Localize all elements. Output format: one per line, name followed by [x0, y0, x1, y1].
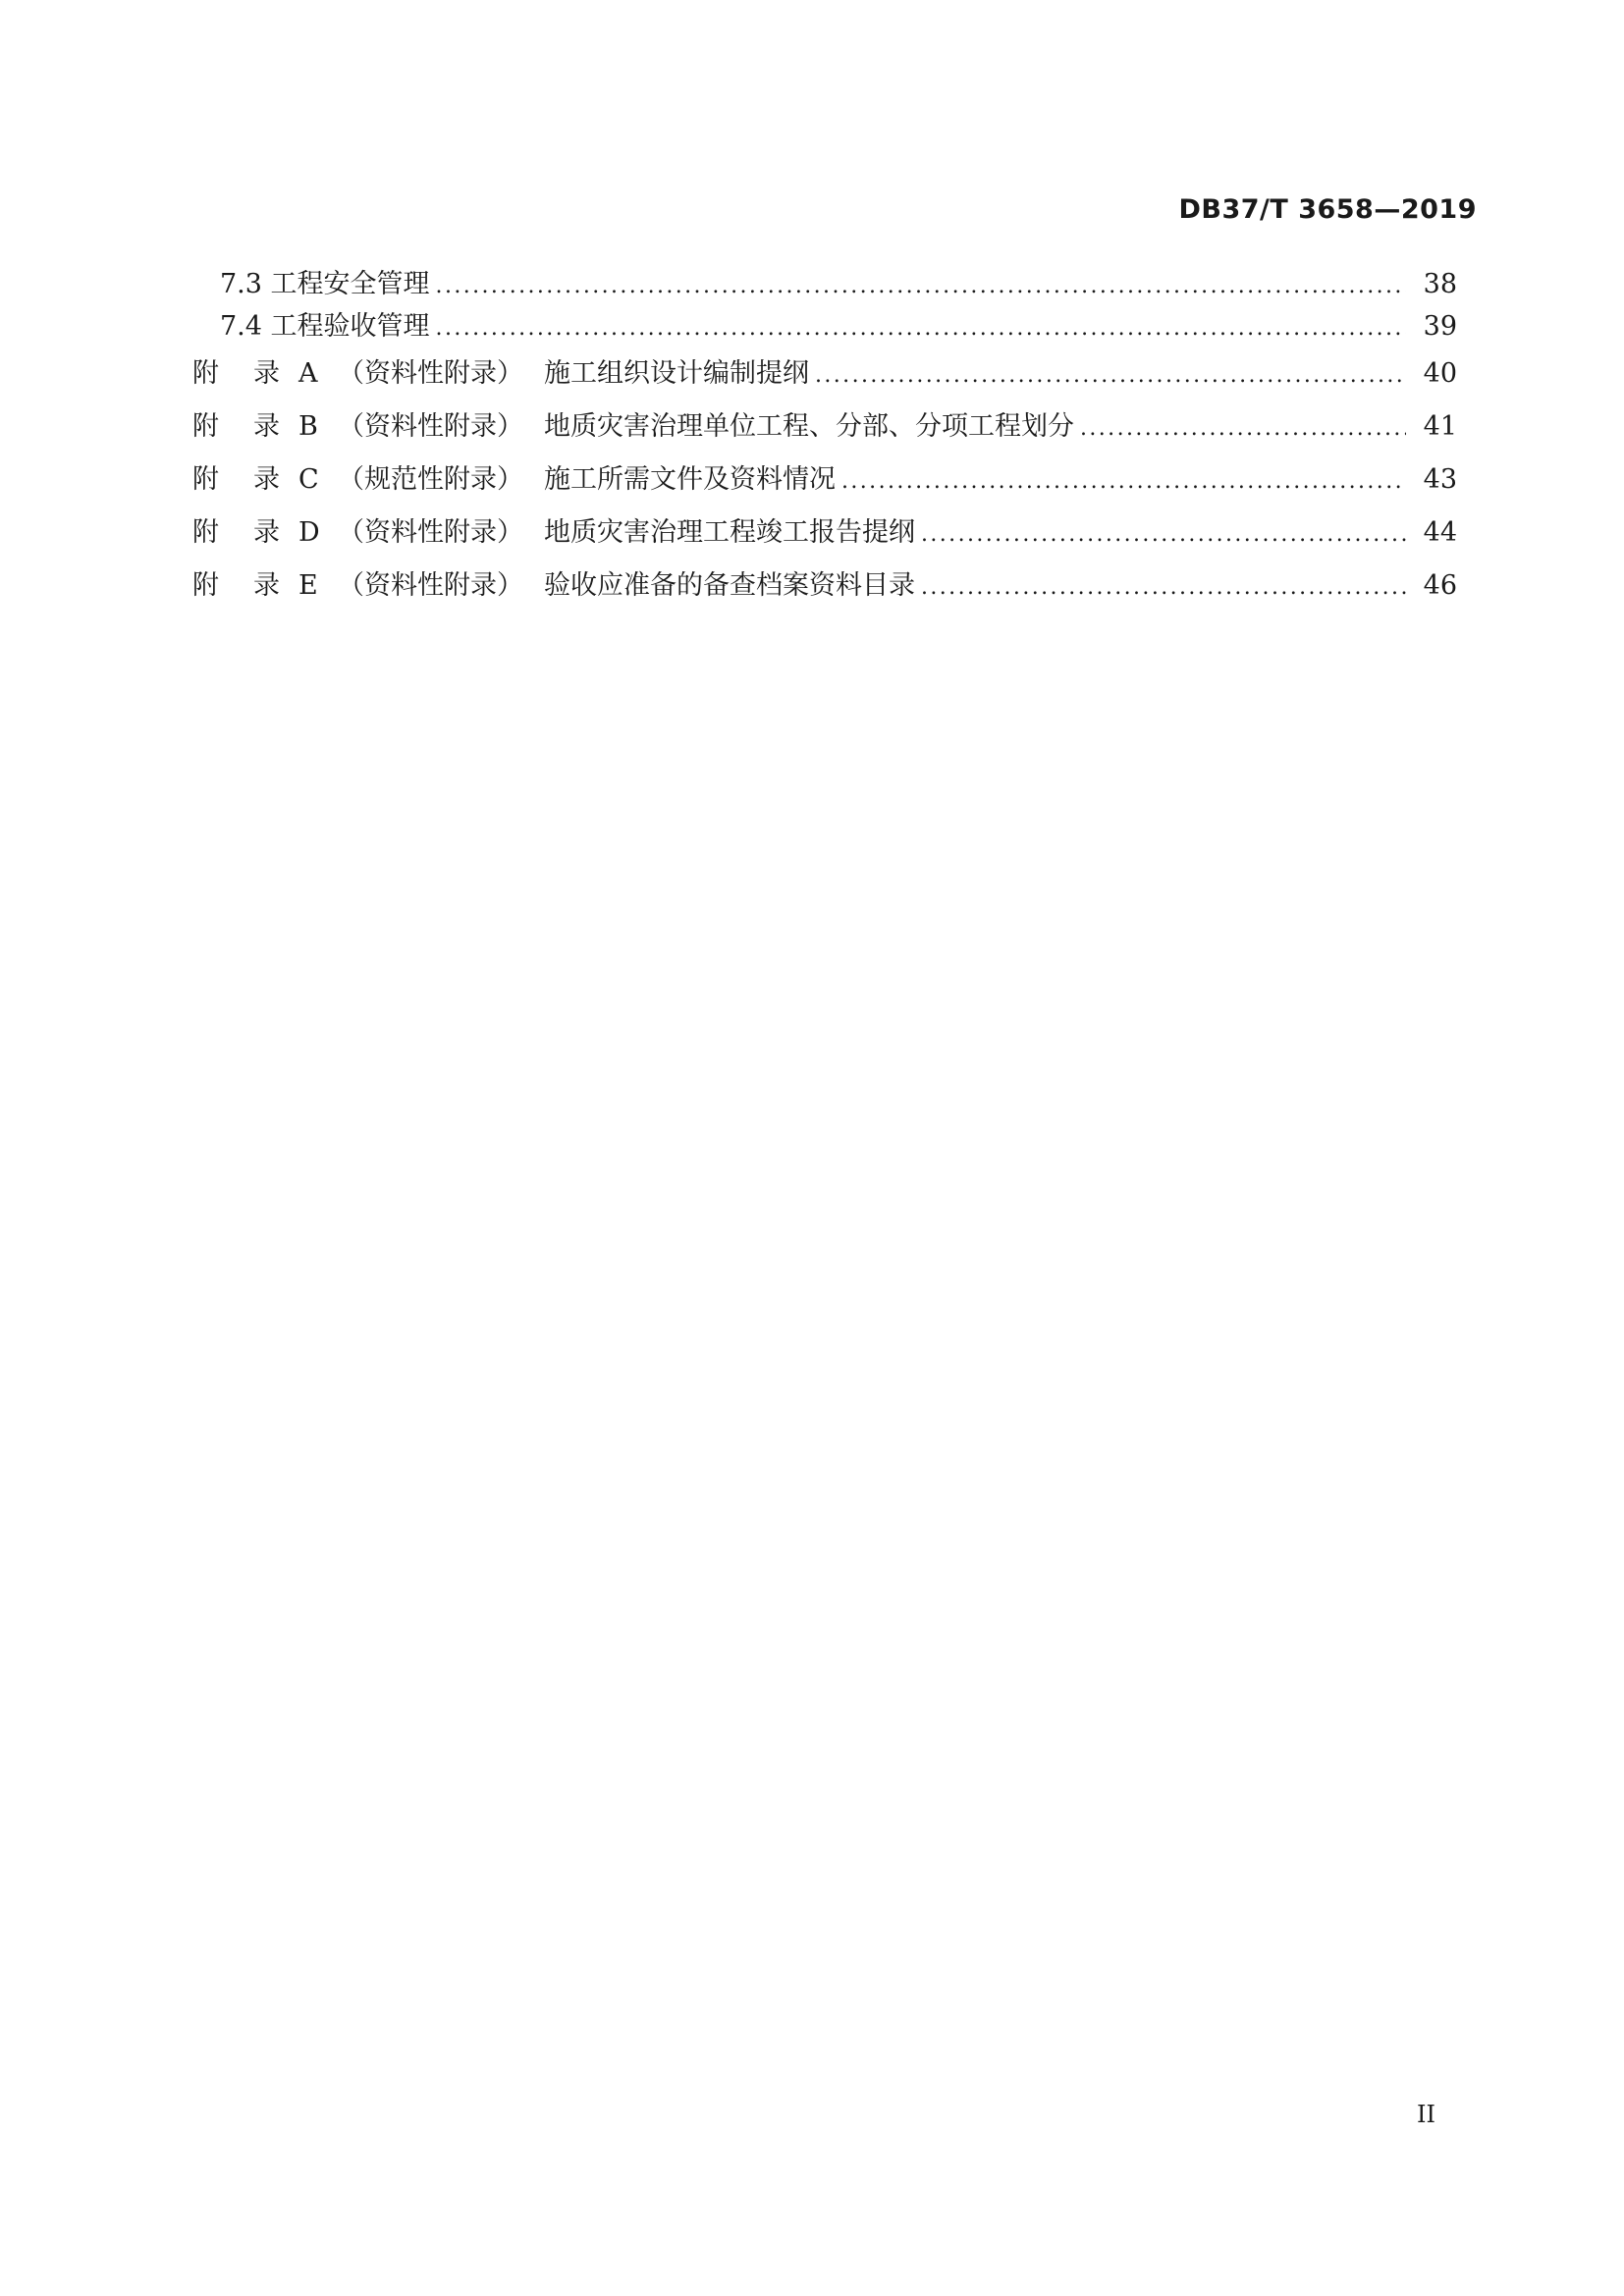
page-number: 38: [1423, 269, 1457, 299]
dot-leader: [436, 265, 1406, 307]
page-number: 46: [1423, 570, 1457, 601]
appendix-type: （资料性附录）: [338, 517, 523, 548]
appendix-word-lu: 录: [253, 570, 280, 601]
section-title: 工程安全管理: [270, 269, 430, 299]
dot-leader: [921, 561, 1406, 614]
page-number: 39: [1423, 311, 1457, 342]
appendix-letter: D: [298, 517, 320, 548]
appendix-title: 施工所需文件及资料情况: [544, 464, 836, 495]
toc-entry-appendix-b[interactable]: [192, 400, 1457, 454]
toc-entry-label: [192, 305, 436, 347]
page-number: 43: [1423, 464, 1457, 495]
toc-entry-label: [192, 560, 921, 613]
toc-entry-label: [192, 263, 436, 305]
dot-leader: [841, 455, 1406, 508]
dot-leader: [815, 349, 1406, 402]
toc-entry-appendix-a[interactable]: [192, 347, 1457, 400]
section-number: 7.3: [220, 269, 262, 299]
appendix-word-fu: 附: [192, 358, 219, 389]
dot-leader: [1080, 402, 1406, 455]
toc-entry-label: [192, 400, 1080, 454]
table-of-contents: [192, 263, 1457, 613]
toc-entry-appendix-d[interactable]: [192, 507, 1457, 560]
appendix-word-fu: 附: [192, 517, 219, 548]
document-code-header: DB37/T 3658—2019: [1178, 194, 1477, 225]
appendix-type: （规范性附录）: [338, 464, 523, 495]
toc-entry-label: [192, 347, 815, 400]
appendix-word-fu: 附: [192, 411, 219, 442]
toc-entry-label: [192, 507, 921, 560]
appendix-type: （资料性附录）: [338, 570, 523, 601]
appendix-word-lu: 录: [253, 464, 280, 495]
appendix-title: 地质灾害治理单位工程、分部、分项工程划分: [544, 411, 1074, 442]
toc-entry-appendix-c[interactable]: [192, 454, 1457, 507]
appendix-word-lu: 录: [253, 358, 280, 389]
appendix-letter: E: [298, 570, 318, 601]
page-number: 44: [1423, 517, 1457, 548]
toc-entry-7-3[interactable]: [192, 263, 1457, 305]
appendix-title: 地质灾害治理工程竣工报告提纲: [544, 517, 915, 548]
section-number: 7.4: [220, 311, 262, 342]
appendix-title: 施工组织设计编制提纲: [544, 358, 809, 389]
appendix-title: 验收应准备的备查档案资料目录: [544, 570, 915, 601]
appendix-type: （资料性附录）: [338, 411, 523, 442]
dot-leader: [921, 508, 1406, 561]
appendix-word-fu: 附: [192, 464, 219, 495]
appendix-type: （资料性附录）: [338, 358, 523, 389]
section-title: 工程验收管理: [270, 311, 430, 342]
page-number: 40: [1423, 358, 1457, 389]
appendix-letter: B: [298, 411, 318, 442]
dot-leader: [436, 307, 1406, 349]
appendix-word-lu: 录: [253, 411, 280, 442]
appendix-letter: A: [298, 358, 318, 389]
page-folio: II: [1417, 2101, 1435, 2128]
appendix-letter: C: [298, 464, 319, 495]
page-number: 41: [1423, 411, 1457, 442]
toc-entry-label: [192, 454, 841, 507]
toc-entry-appendix-e[interactable]: [192, 560, 1457, 613]
appendix-word-lu: 录: [253, 517, 280, 548]
toc-entry-7-4[interactable]: [192, 305, 1457, 347]
appendix-word-fu: 附: [192, 570, 219, 601]
